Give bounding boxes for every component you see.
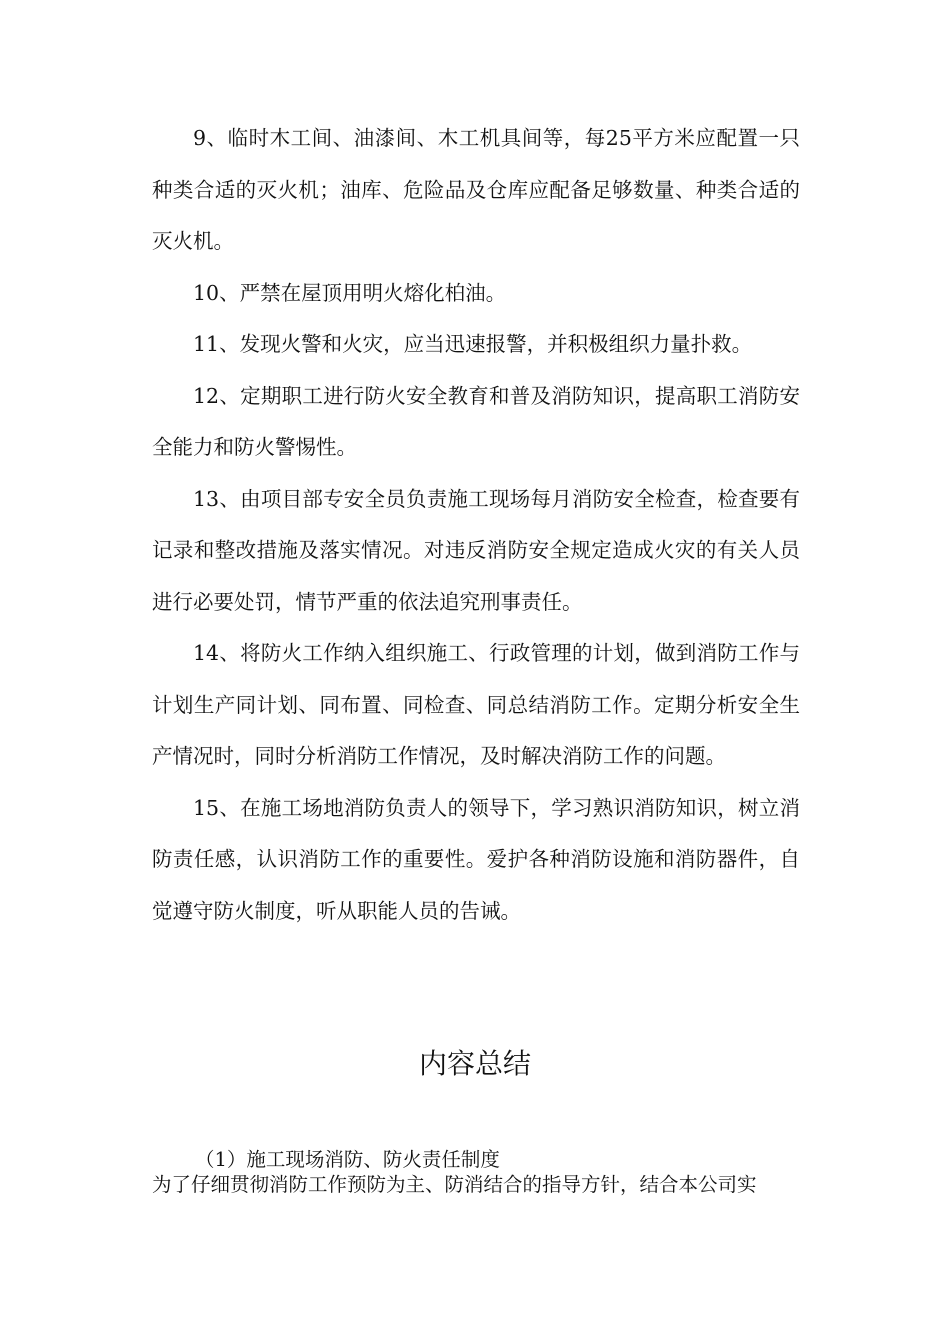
- regulations-body: [152, 113, 800, 937]
- summary-section: [0, 1147, 950, 1197]
- paragraph-13: 13、由项目部专安全员负责施工现场每月消防安全检查，检查要有记录和整改措施及落实情况。对违反消防安全规定造成火灾的有关人员进行必要处罚，情节严重的依法追究刑事责任。: [152, 486, 800, 614]
- paragraph-9: 9、临时木工间、油漆间、木工机具间等，每25平方米应配置一只种类合适的灭火机；油库、危险品及仓库应配备足够数量、种类合适的灭火机。: [152, 126, 800, 253]
- paragraph-14: 14、将防火工作纳入组织施工、行政管理的计划，做到消防工作与计划生产同计划、同布置、同检查、同总结消防工作。定期分析安全生产情况时，同时分析消防工作情况，及时解决消防工作的问题。: [152, 641, 800, 768]
- summary-first-line: 为了仔细贯彻消防工作预防为主、防消结合的指导方针，结合本公司实: [152, 1173, 757, 1196]
- paragraph-11: 11、发现火警和火灾，应当迅速报警，并积极组织力量扑救。: [193, 332, 753, 356]
- paragraph-15: 15、在施工场地消防负责人的领导下，学习熟识消防知识，树立消防责任感，认识消防工作的重要性。爱护各种消防设施和消防器件，自觉遵守防火制度，听从职能人员的告诫。: [152, 795, 800, 923]
- paragraph-12: 12、定期职工进行防火安全教育和普及消防知识，提高职工消防安全能力和防火警惕性。: [152, 383, 800, 459]
- summary-heading: 内容总结: [418, 1047, 531, 1080]
- summary-subtitle: （1）施工现场消防、防火责任制度: [195, 1148, 500, 1171]
- paragraph-10: 10、严禁在屋顶用明火熔化柏油。: [193, 280, 507, 305]
